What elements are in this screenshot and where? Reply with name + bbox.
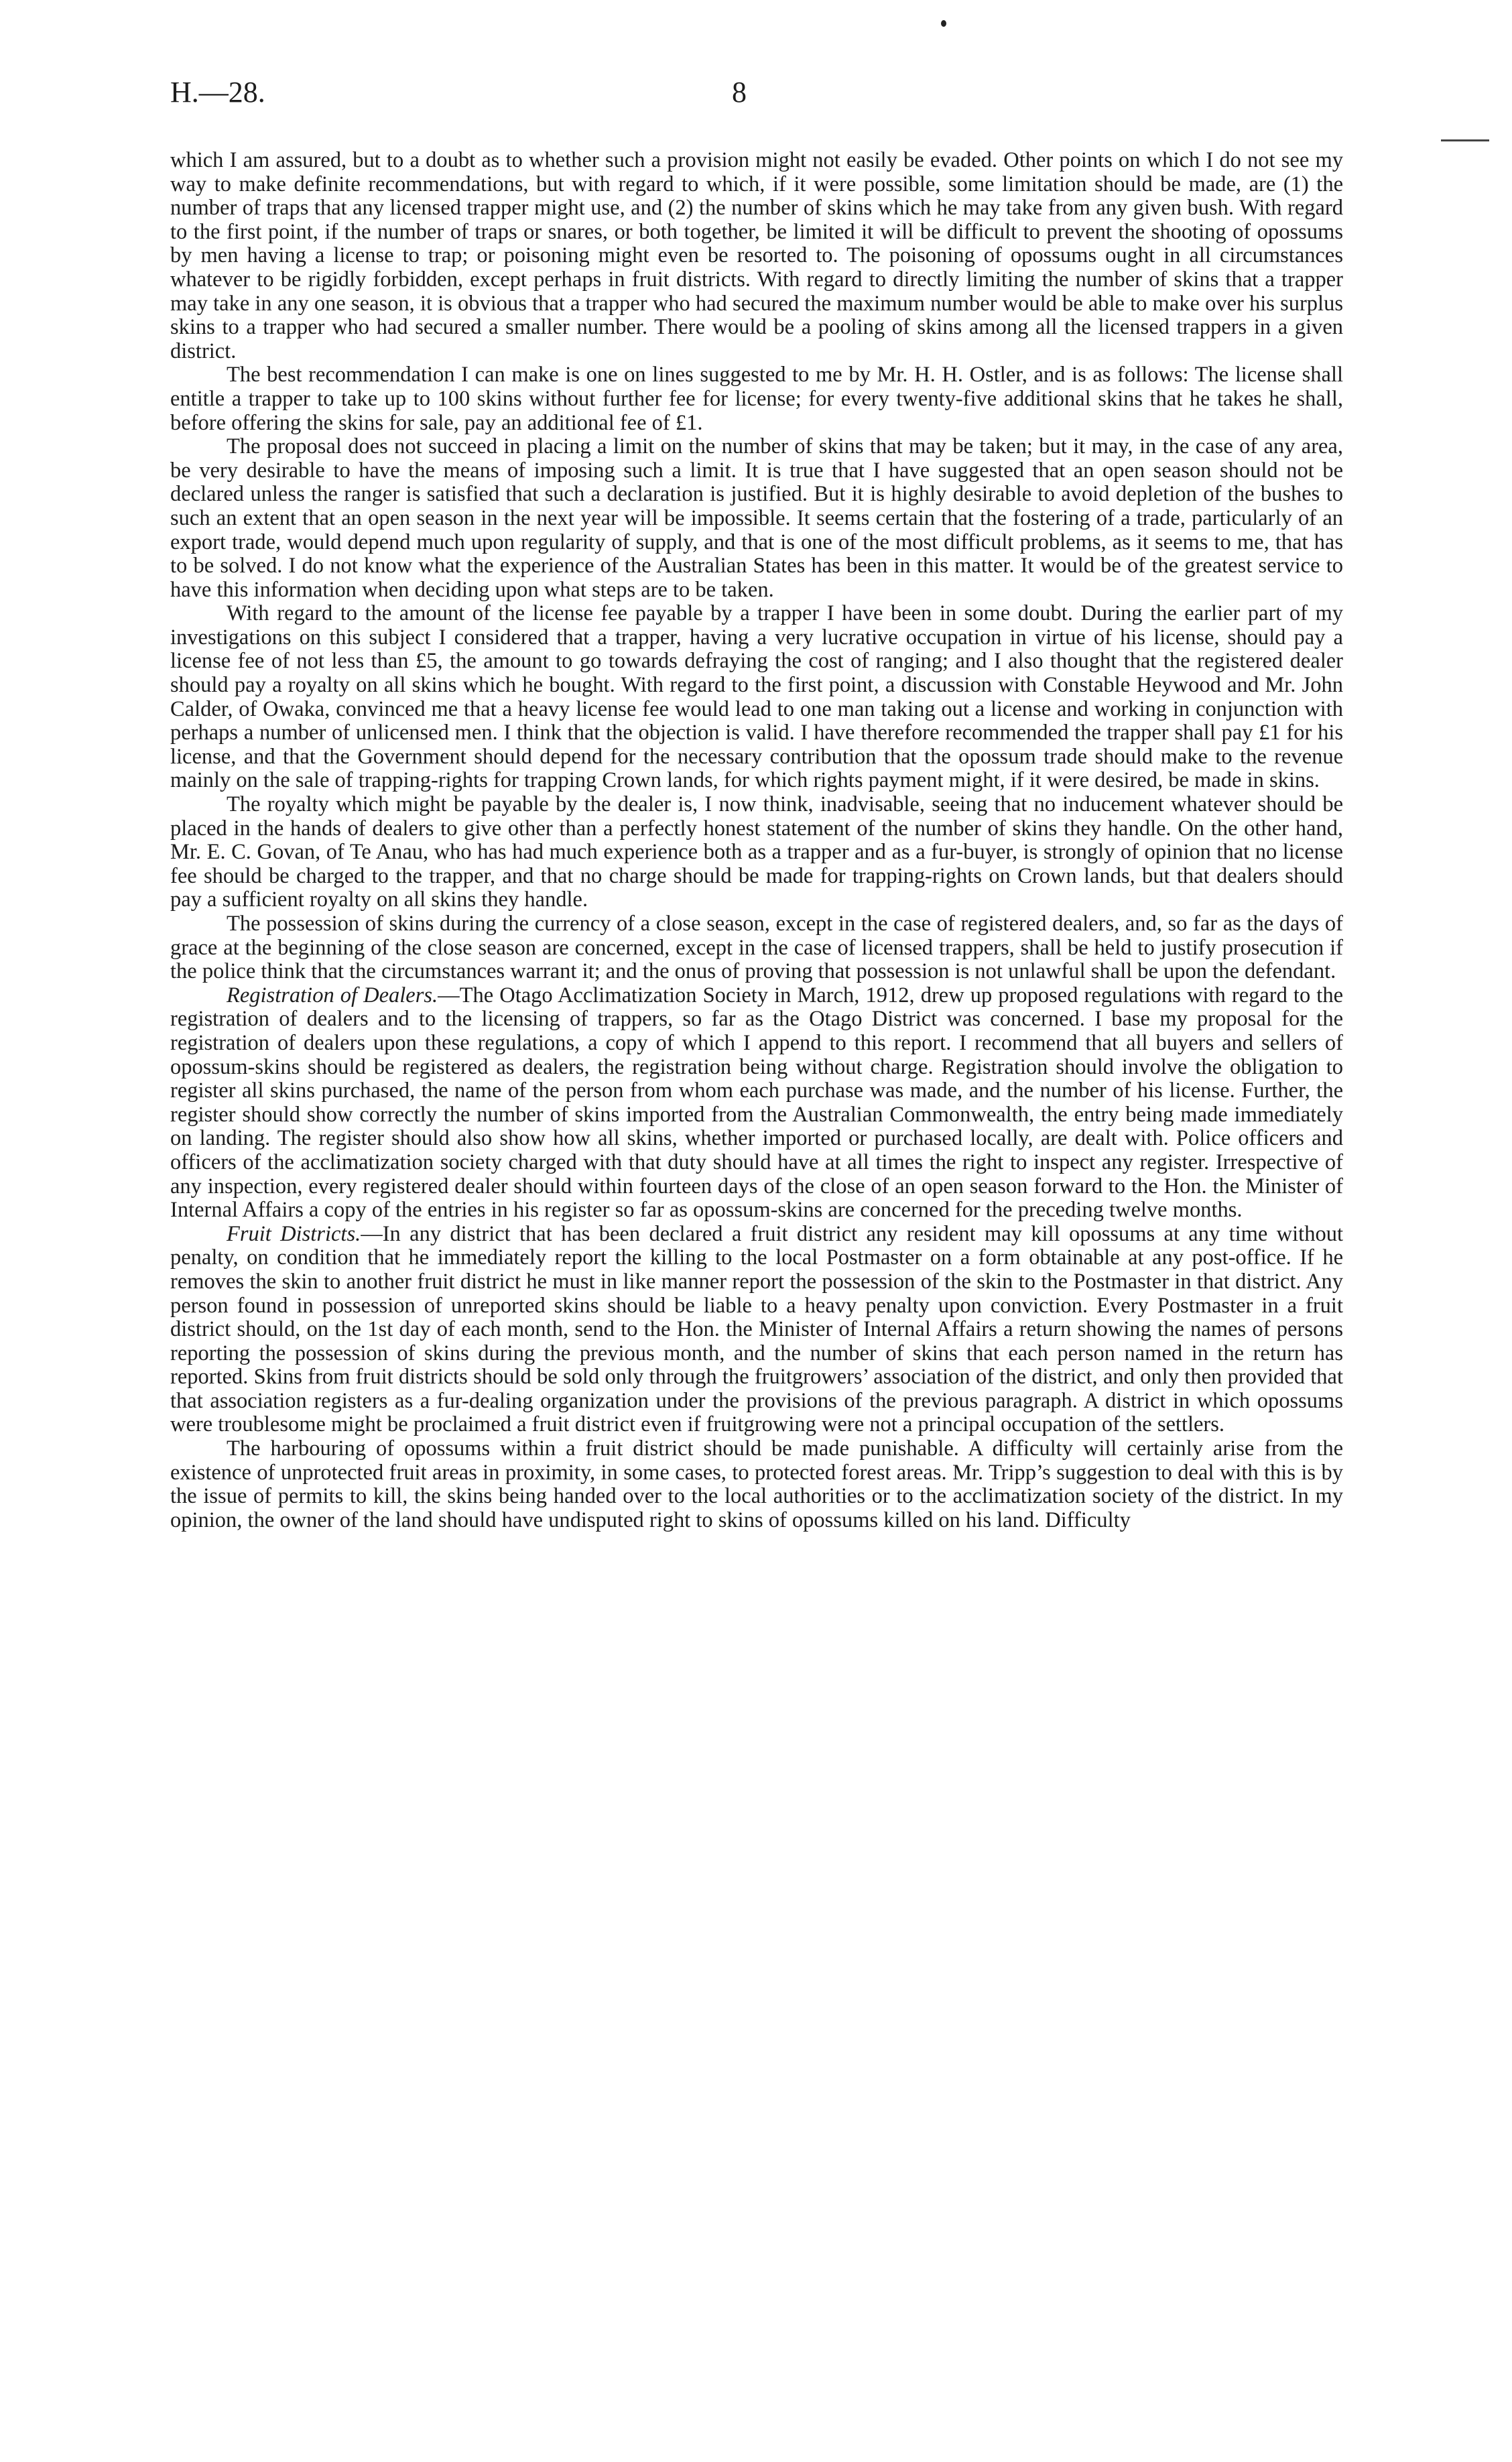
paragraph: The proposal does not succeed in placing a limit on the number of skins that may be taken; but it may, in the case of any area, be very desirable to have the means of imposing such a limit. It is true that I have suggested that an open season should not be declared unless the ranger is satisfied that such a declaration is justified. But it is highly desirable to avoid depletion of the bushes to such an extent that an open season in the next year will be impossible. It seems certain that the fostering of a trade, particularly of an export trade, would depend much upon regularity of supply, and that is one of the most difficult problems, as it seems to me, that has to be solved. I do not know what the experience of the Australian States has been in this matter. It would be of the greatest service to have this information when deciding upon what steps are to be taken. bbox=[170, 434, 1343, 602]
margin-rule bbox=[1441, 139, 1489, 141]
page-header bbox=[170, 75, 1350, 115]
paragraph-text: —In any district that has been declared a fruit district any resident may kill opossums at any time without penalty, on condition that he immediately report the killing to the local Postmaster on a form obtainable at any post-office. If he removes the skin to another fruit district he must in like manner report the possession of the skin to the Postmaster in that district. Any person found in possession of unreported skins should be liable to a heavy penalty upon conviction. Every Postmaster in a fruit district should, on the 1st day of each month, send to the Hon. the Minister of Internal Affairs a return showing the names of persons reporting the possession of skins during the previous month, and the number of skins that each person named in the return has reported. Skins from fruit districts should be sold only through the fruitgrowers’ association of the district, and only then provided that that association registers as a fur-dealing organization under the provisions of the previous paragraph. A district in which opossums were troublesome might be proclaimed a fruit district even if fruitgrowing were not a principal occupation of the settlers. bbox=[170, 1221, 1343, 1437]
paragraph: which I am assured, but to a doubt as to whether such a provision might not easily be evaded. Other points on which I do not see my way to make definite recommendations, but with regard to which, if it were possible, some limitation should be made, are (1) the number of traps that any licensed trapper might use, and (2) the number of skins which he may take from any given bush. With regard to the first point, if the number of traps or snares, or both together, be limited it will be difficult to prevent the shooting of opossums by men having a license to trap; or poisoning might even be resorted to. The poisoning of opossums ought in all circumstances whatever to be rigidly forbidden, except perhaps in fruit districts. With regard to directly limiting the number of skins that a trapper may take in any one season, it is obvious that a trapper who had secured the maximum number would be able to make over his surplus skins to a trapper who had secured a smaller number. There would be a pooling of skins among all the licensed trappers in a given district. bbox=[170, 148, 1343, 363]
paragraph: With regard to the amount of the license fee payable by a trapper I have been in some doubt. During the earlier part of my investigations on this subject I considered that a trapper, having a very lucrative occupation in virtue of his license, should pay a license fee of not less than £5, the amount to go towards defraying the cost of ranging; and I also thought that the registered dealer should pay a royalty on all skins which he bought. With regard to the first point, a discussion with Constable Heywood and Mr. John Calder, of Owaka, convinced me that a heavy license fee would lead to one man taking out a license and working in conjunction with perhaps a number of unlicensed men. I think that the objection is valid. I have therefore recommended the trapper shall pay £1 for his license, and that the Government should depend for the necessary contribution that the opossum trade should make to the revenue mainly on the sale of trapping-rights for trapping Crown lands, for which rights payment might, if it were desired, be made in skins. bbox=[170, 601, 1343, 793]
page-number: 8 bbox=[732, 76, 747, 109]
paragraph: The royalty which might be payable by the dealer is, I now think, inadvisable, seeing that no inducement whatever should be placed in the hands of dealers to give other than a perfectly honest statement of the number of skins they handle. On the other hand, Mr. E. C. Govan, of Te Anau, who has had much experience both as a trapper and as a fur-buyer, is strongly of opinion that no license fee should be charged to the trapper, and that no charge should be made for trapping-rights on Crown lands, but that dealers should pay a sufficient royalty on all skins they handle. bbox=[170, 792, 1343, 912]
paragraph-fruit-districts bbox=[170, 1223, 1343, 1437]
section-heading-registration: Registration of Dealers. bbox=[227, 983, 438, 1007]
paragraph-text: —The Otago Acclimatization Society in March, 1912, drew up proposed regulations with regard to the registration of dealers and to the licensing of trappers, so far as the Otago District was concerned. I base my proposal for the registration of dealers upon these regulations, a copy of which I append to this report. I recommend that all buyers and sellers of opossum-skins should be registered as dealers, the registration being without charge. Registration should involve the obligation to register all skins purchased, the name of the person from whom each purchase was made, and the number of his license. Further, the register should show correctly the number of skins imported from the Australian Commonwealth, the entry being made immediately on landing. The register should also show how all skins, whether imported or purchased locally, are dealt with. Police officers and officers of the acclimatization society charged with that duty should have at all times the right to inspect any register. Irrespective of any inspection, every registered dealer should within fourteen days of the close of an open season forward to the Hon. the Minister of Internal Affairs a copy of the entries in his register so far as opossum-skins are concerned for the preceding twelve months. bbox=[170, 983, 1343, 1223]
print-speck bbox=[941, 20, 946, 27]
paragraph: The harbouring of opossums within a fruit district should be made punishable. A difficulty will certainly arise from the existence of unprotected fruit areas in proximity, in some cases, to protected forest areas. Mr. Tripp’s suggestion to deal with this is by the issue of permits to kill, the skins being handed over to the local authorities or to the acclimatization society of the district. In my opinion, the owner of the land should have undisputed right to skins of opossums killed on his land. Difficulty bbox=[170, 1436, 1343, 1532]
body-text bbox=[170, 149, 1343, 1532]
document-reference: H.—28. bbox=[170, 76, 265, 109]
paragraph: The best recommendation I can make is one on lines suggested to me by Mr. H. H. Ostler, and is as follows: The license shall entitle a trapper to take up to 100 skins without further fee for license; for every twenty-five additional skins that he takes he shall, before offering the skins for sale, pay an additional fee of £1. bbox=[170, 363, 1343, 435]
paragraph-registration bbox=[170, 984, 1343, 1223]
section-heading-fruit-districts: Fruit Districts. bbox=[227, 1221, 361, 1246]
paragraph: The possession of skins during the currency of a close season, except in the case of registered dealers, and, so far as the days of grace at the beginning of the close season are concerned, except in the case of licensed trappers, shall be held to justify prosecution if the police think that the circumstances warrant it; and the onus of proving that possession is not unlawful shall be upon the defendant. bbox=[170, 912, 1343, 984]
